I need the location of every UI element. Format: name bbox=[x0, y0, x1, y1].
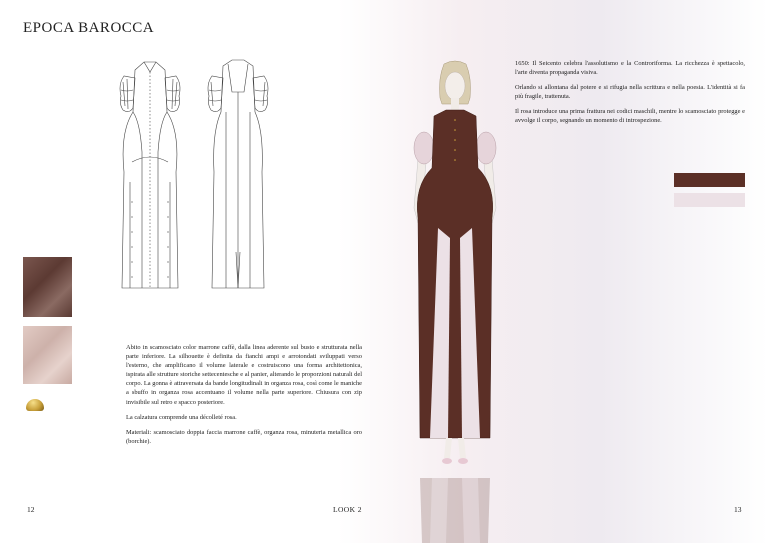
palette-pink-swatch bbox=[674, 193, 745, 207]
description-paragraph: La calzatura comprende una décolleté rosa. bbox=[126, 413, 237, 421]
page-title: EPOCA BAROCCA bbox=[23, 20, 155, 36]
description-paragraph: Abito in scamosciato color marrone caffè, dalla linea aderente sul busto e strutturata nella parte inferiore. La silhouette è definita da fianchi ampi e arrotondati sviluppati verso l'esterno, che amplificano il volume laterale e costruiscono una forma architettonica, ispirata alle strutture storiche settecentesche e al panier, alterando le proporzioni naturali del corpo. La gonna è attraversata da bande longitudinali in organza rosa, così come le maniche a sbuffo in organza rosa accentuano il volume nella parte superiore. Chiusura con zip invisibile sul retro e spacco posteriore. bbox=[126, 344, 362, 406]
page-number-left: 12 bbox=[27, 505, 35, 514]
organza-swatch bbox=[23, 326, 72, 384]
description-paragraph: Materiali: scamosciato doppia faccia marrone caffè, organza rosa, minuteria metallica oro (borchie). bbox=[126, 428, 362, 445]
palette-brown-swatch bbox=[674, 173, 745, 187]
concept-text bbox=[515, 59, 745, 132]
garment-description bbox=[126, 343, 362, 452]
concept-paragraph: 1650: Il Seicento celebra l'assolutismo e la Controriforma. La ricchezza è spettacolo, l'arte diventa propaganda visiva. bbox=[515, 60, 745, 77]
look-label: LOOK 2 bbox=[333, 505, 362, 514]
model-illustration bbox=[400, 58, 510, 543]
front-technical-sketch bbox=[110, 52, 190, 302]
suede-swatch bbox=[23, 257, 72, 317]
stud-icon bbox=[26, 399, 44, 411]
back-technical-sketch bbox=[198, 52, 278, 302]
concept-paragraph: Orlando si allontana dal potere e si rifugia nella scrittura e nella poesia. L'identità si fa più fragile, trattenuta. bbox=[515, 84, 745, 101]
concept-paragraph: Il rosa introduce una prima frattura nei codici maschili, mentre lo scamosciato protegge e avvolge il corpo, segnando un momento di introspezione. bbox=[515, 108, 745, 125]
page-number-right: 13 bbox=[734, 505, 742, 514]
